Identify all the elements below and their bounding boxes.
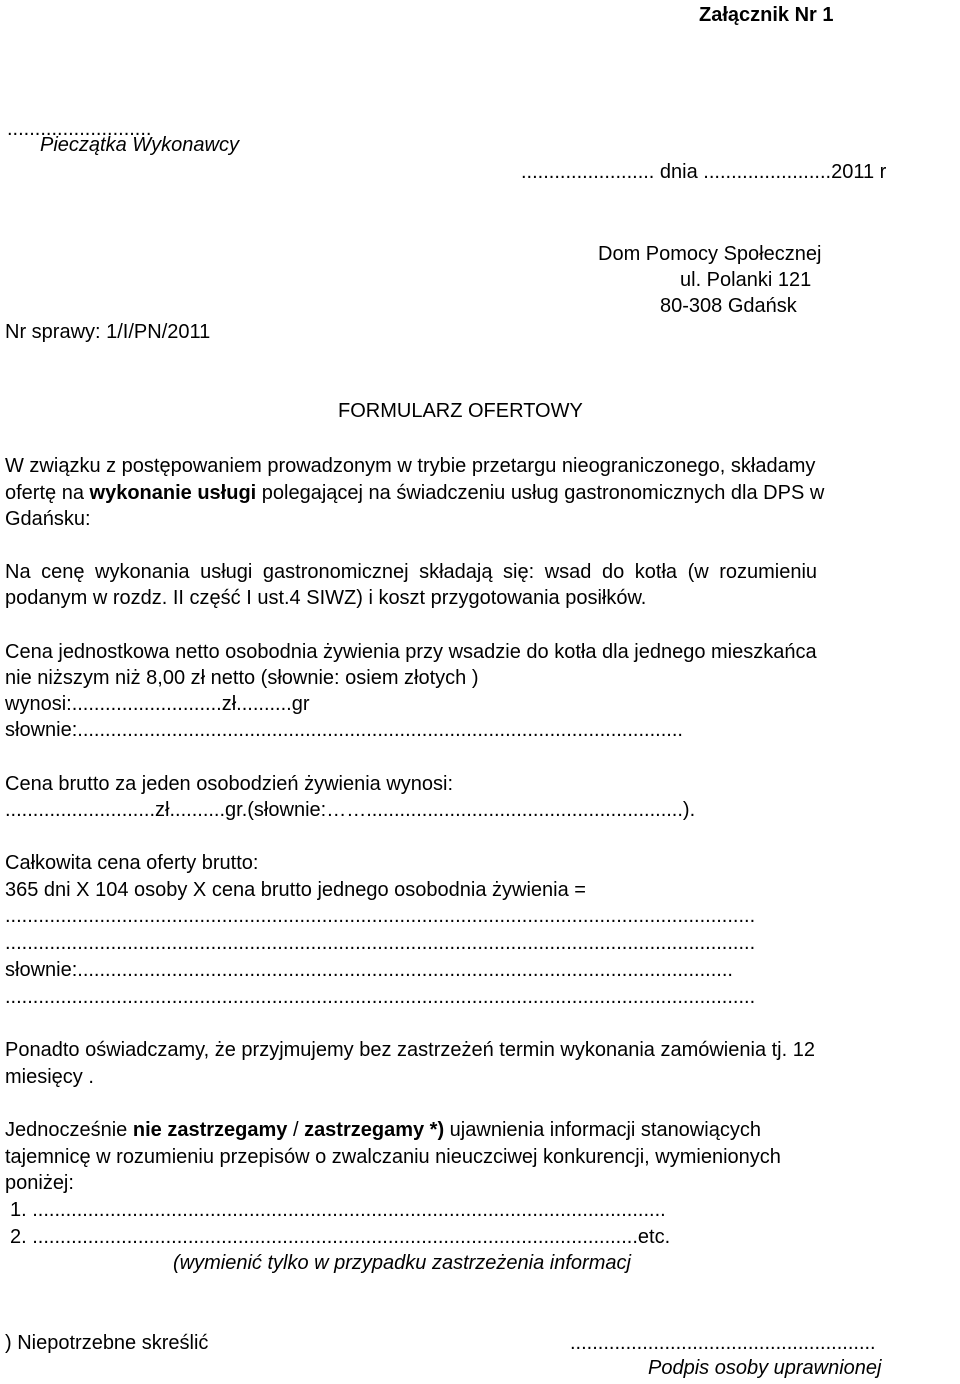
- recipient-street: ul. Polanki 121: [680, 269, 812, 291]
- net-amount-line: wynosi:...........................zł..........gr: [5, 693, 310, 715]
- confidentiality-line-1: [5, 1117, 761, 1143]
- gross-amount-line: ...........................zł..........gr.(słownie:…….........................................................).: [5, 799, 696, 821]
- recipient-name: Dom Pomocy Społecznej: [598, 243, 822, 265]
- confidentiality-line-2: tajemnicę w rozumieniu przepisów o zwalczaniu nieuczciwej konkurencji, wymienionych: [5, 1146, 781, 1168]
- attachment-label: Załącznik Nr 1: [699, 4, 834, 26]
- intro-line-1: W związku z postępowaniem prowadzonym w trybie przetargu nieograniczonego, składamy: [5, 455, 816, 477]
- date-line: ........................ dnia .......................2011 r: [521, 161, 887, 183]
- list-item-2: 2. .............................................................................................................etc.: [10, 1226, 671, 1248]
- intro-line-2: [5, 480, 824, 506]
- stamp-dots: ..........................: [7, 118, 152, 140]
- list-item-1: 1. ..................................................................................................................: [10, 1199, 666, 1221]
- intro-text: ofertę na: [5, 482, 90, 504]
- strike-note: ) Niepotrzebne skreślić: [5, 1332, 209, 1354]
- total-dots-line-1: .......................................................................................................................................: [5, 905, 756, 927]
- confidentiality-note: (wymienić tylko w przypadku zastrzeżenia informacj: [173, 1252, 631, 1274]
- confidentiality-text: Jednocześnie: [5, 1119, 133, 1141]
- total-dots-line-2: .......................................................................................................................................: [5, 932, 756, 954]
- option-reserve: zastrzegamy *): [304, 1119, 445, 1141]
- signature-dots: .......................................................: [570, 1332, 876, 1354]
- stamp-label: Pieczątka Wykonawcy: [40, 134, 239, 156]
- intro-bold-service: wykonanie usługi: [89, 482, 257, 504]
- total-dots-line-3: .......................................................................................................................................: [5, 986, 756, 1008]
- total-words-line: słownie:......................................................................................................................: [5, 959, 733, 981]
- recipient-city: 80-308 Gdańsk: [660, 295, 797, 317]
- net-line-2: nie niższym niż 8,00 zł netto (słownie: osiem złotych ): [5, 667, 479, 689]
- form-title: FORMULARZ OFERTOWY: [338, 400, 583, 422]
- gross-line-1: Cena brutto za jeden osobodzień żywienia wynosi:: [5, 773, 454, 795]
- case-number: Nr sprawy: 1/I/PN/2011: [5, 321, 211, 343]
- confidentiality-line-3: poniżej:: [5, 1172, 74, 1194]
- net-line-1: Cena jednostkowa netto osobodnia żywienia przy wsadzie do kotła dla jednego mieszkańca: [5, 641, 817, 663]
- price-line-1: Na cenę wykonania usługi gastronomicznej składają się: wsad do kotła (w rozumieniu: [5, 561, 818, 583]
- confidentiality-text: ujawnienia informacji stanowiących: [444, 1119, 761, 1141]
- intro-text: polegającej na świadczeniu usług gastronomicznych dla DPS w: [256, 482, 825, 504]
- total-line-1: Całkowita cena oferty brutto:: [5, 852, 259, 874]
- signature-label: Podpis osoby uprawnionej: [648, 1357, 882, 1379]
- option-separator: /: [287, 1119, 305, 1141]
- option-not-reserve: nie zastrzegamy: [132, 1119, 288, 1141]
- total-formula-line: 365 dni X 104 osoby X cena brutto jednego osobodnia żywienia =: [5, 879, 586, 901]
- deadline-line-2: miesięcy .: [5, 1066, 94, 1088]
- net-words-line: słownie:.............................................................................................................: [5, 719, 683, 741]
- price-line-2: podanym w rozdz. II część I ust.4 SIWZ) i koszt przygotowania posiłków.: [5, 587, 647, 609]
- deadline-line-1: Ponadto oświadczamy, że przyjmujemy bez zastrzeżeń termin wykonania zamówienia tj. 12: [5, 1039, 815, 1061]
- intro-line-3: Gdańsku:: [5, 508, 91, 530]
